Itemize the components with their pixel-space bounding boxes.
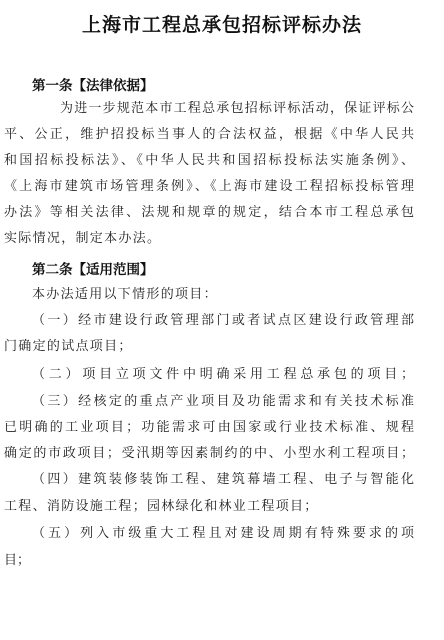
article-1-line-2: 平、公正，维护招投标当事人的合法权益，根据《中华人民共 (4, 127, 414, 142)
article-1-heading: 第一条【法律依据】 (32, 78, 154, 94)
article-2-line-3: 门确定的试点项目； (4, 339, 133, 354)
article-2-line-1: 本办法适用以下情形的项目： (32, 287, 218, 302)
article-1-line-4: 《上海市建筑市场管理条例》、《上海市建设工程招标投标管理 (4, 179, 414, 194)
article-1-line-5: 办法》等相关法律、法规和规章的规定，结合本市工程总承包 (4, 205, 414, 220)
article-2-heading: 第二条【适用范围】 (32, 262, 154, 278)
article-1-line-1: 为进一步规范本市工程总承包招标评标活动，保证评标公 (60, 101, 414, 116)
article-1-line-6: 实际情况，制定本办法。 (4, 231, 162, 246)
article-2-line-11: 目； (4, 553, 31, 568)
document-title: 上海市工程总承包招标评标办法 (81, 14, 362, 36)
article-2-line-6: 已明确的工业项目；功能需求可由国家或行业技术标准、规程 (4, 420, 414, 435)
article-2-line-10: （五）列入市级重大工程且对建设周期有特殊要求的项 (32, 526, 414, 541)
article-2-line-4: （二）项目立项文件中明确采用工程总承包的项目； (32, 367, 414, 382)
article-2-line-2: （一）经市建设行政管理部门或者试点区建设行政管理部 (32, 313, 414, 328)
article-2-line-7: 确定的市政项目；受汛期等因素制约的中、小型水利工程项目； (4, 446, 414, 461)
article-2-line-8: （四）建筑装修装饰工程、建筑幕墙工程、电子与智能化 (32, 472, 414, 487)
article-2-line-9: 工程、消防设施工程；园林绿化和林业工程项目； (4, 499, 319, 514)
article-1-line-3: 和国招标投标法》、《中华人民共和国招标投标法实施条例》、 (4, 153, 414, 168)
article-2-line-5: （三）经核定的重点产业项目及功能需求和有关技术标准 (32, 394, 414, 409)
